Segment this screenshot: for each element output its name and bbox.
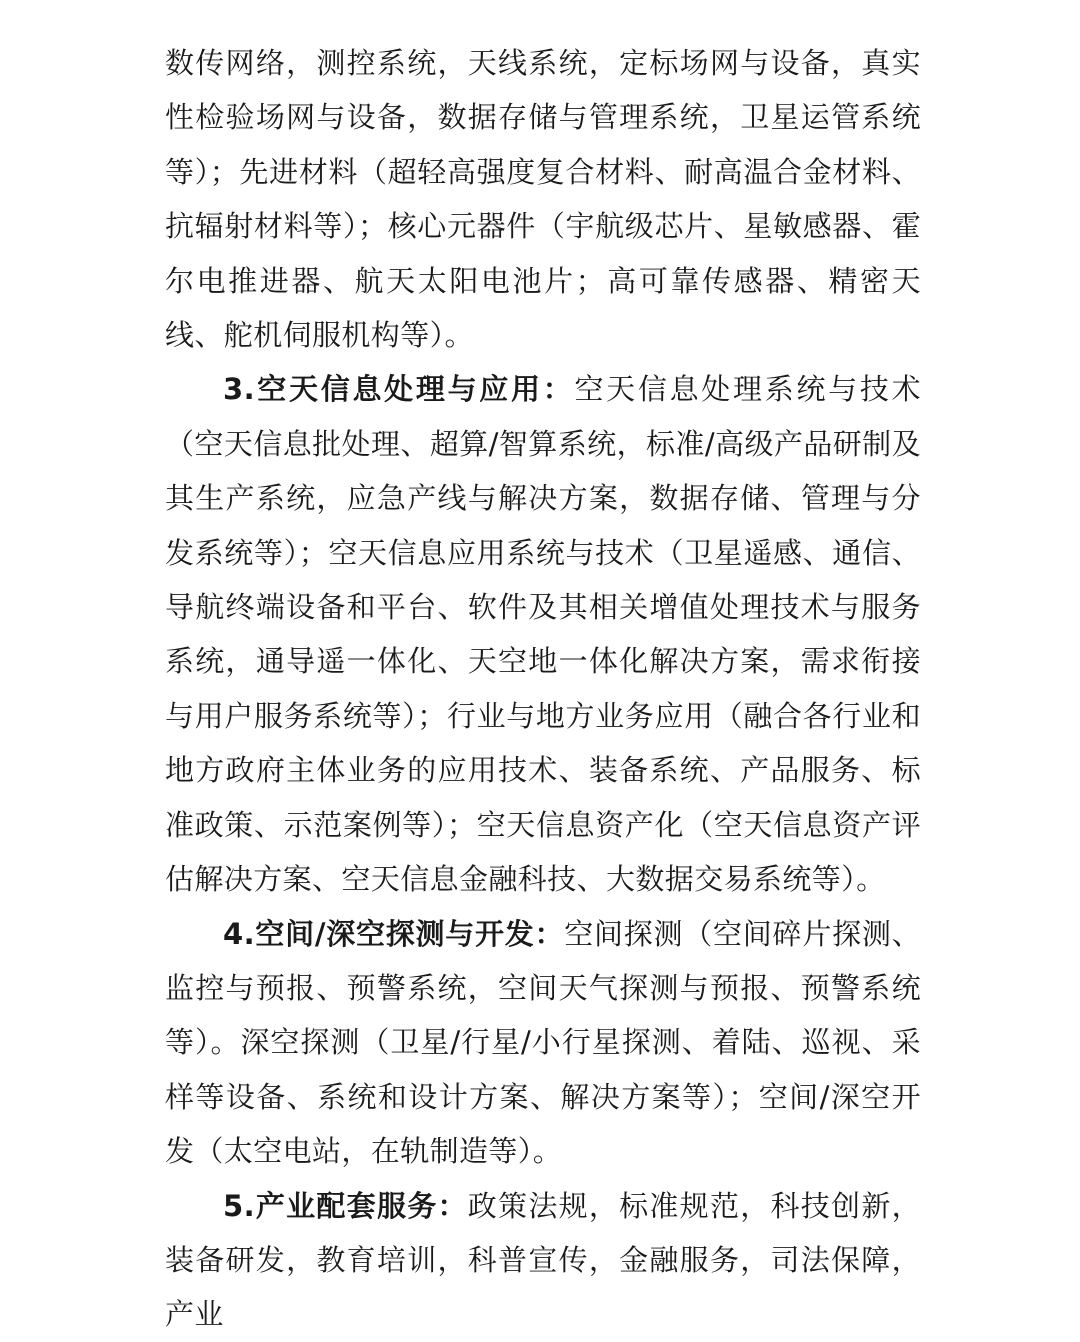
paragraph-4-deep-space-exploration (165, 907, 921, 1179)
paragraph-text: 数传网络，测控系统，天线系统，定标场网与设备，真实性检验场网与设备，数据存储与管理系统，卫星运管系统等）；先进材料（超轻高强度复合材料、耐高温合金材料、抗辐射材料等）；核心元器件（宇航级芯片、星敏感器、霍尔电推进器、航天太阳电池片；高可靠传感器、精密天线、舵机伺服机构等）。 (165, 46, 921, 353)
paragraph-continued (165, 36, 921, 362)
paragraph-heading: 4.空间/深空探测与开发： (223, 916, 565, 951)
paragraph-text: 空天信息处理系统与技术（空天信息批处理、超算/智算系统，标准/高级产品研制及其生产系统，应急产线与解决方案，数据存储、管理与分发系统等）；空天信息应用系统与技术（卫星遥感、通信、导航终端设备和平台、软件及其相关增值处理技术与服务系统，通导遥一体化、天空地一体化解决方案，需求衔接与用户服务系统等）；行业与地方业务应用（融合各行业和地方政府主体业务的应用技术、装备系统、产品服务、标准政策、示范案例等）；空天信息资产化（空天信息资产评估解决方案、空天信息金融科技、大数据交易系统等）。 (165, 372, 921, 897)
paragraph-text: 政策法规，标准规范，科技创新，装备研发，教育培训，科普宣传，金融服务，司法保障，产业 (165, 1188, 921, 1332)
paragraph-5-industry-support-services (165, 1179, 921, 1342)
document-body (165, 36, 921, 1342)
paragraph-text: 空间探测（空间碎片探测、监控与预报、预警系统，空间天气探测与预报、预警系统等）。深空探测（卫星/行星/小行星探测、着陆、巡视、采样等设备、系统和设计方案、解决方案等）；空间/深空开发（太空电站，在轨制造等）。 (165, 916, 921, 1169)
paragraph-heading: 3.空天信息处理与应用： (223, 372, 575, 407)
paragraph-3-space-information-processing (165, 362, 921, 906)
paragraph-heading: 5.产业配套服务： (223, 1188, 468, 1223)
